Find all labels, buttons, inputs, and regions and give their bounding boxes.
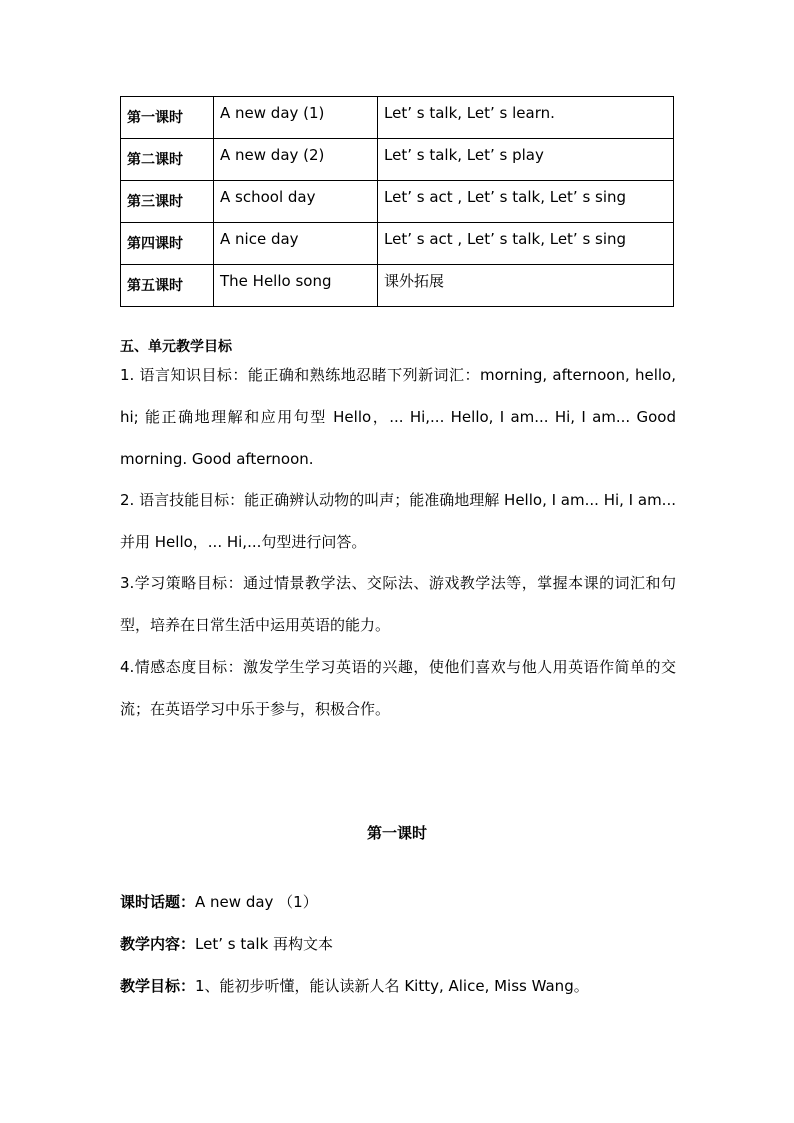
table-row [121,181,674,223]
table-row [121,139,674,181]
lesson-content-value: Let’ s talk 再构文本 [195,935,334,953]
content-cell: 课外拓展 [378,265,674,307]
topic-cell: The Hello song [214,265,378,307]
table-row [121,97,674,139]
period-cell: 第四课时 [121,223,214,265]
table-row [121,223,674,265]
lesson-topic-row [120,890,676,914]
goal-paragraph-language-skills: 2. 语言技能目标：能正确辨认动物的叫声；能准确地理解 Hello, I am... Hi, I am...并用 Hello，... Hi,...句型进行问答。 [120,491,676,551]
lesson-topic-value: A new day （1） [195,893,318,911]
topic-cell: A new day (2) [214,139,378,181]
content-cell: Let’ s act , Let’ s talk, Let’ s sing [378,223,674,265]
lesson-content-label: 教学内容： [120,935,196,953]
period-cell: 第五课时 [121,265,214,307]
period-cell: 第二课时 [121,139,214,181]
content-cell: Let’ s act , Let’ s talk, Let’ s sing [378,181,674,223]
period-cell: 第三课时 [121,181,214,223]
lesson-goals-row [120,974,676,998]
lesson-topic-label: 课时话题： [120,893,196,911]
goal-paragraph-language-knowledge: 1. 语言知识目标：能正确和熟练地忍睹下列新词汇：morning, afternoon, hello, hi; 能正确地理解和应用句型 Hello，... Hi,... Hello, I am... Hi, I am... Good morning. Good afternoon. [120,366,676,468]
goal-paragraph-learning-strategy: 3.学习策略目标：通过情景教学法、交际法、游戏教学法等，掌握本课的词汇和句型，培养在日常生活中运用英语的能力。 [120,574,676,634]
topic-cell: A school day [214,181,378,223]
section-heading: 五、单元教学目标 [120,339,232,355]
lesson-content-row [120,932,676,956]
content-cell: Let’ s talk, Let’ s play [378,139,674,181]
lesson-title: 第一课时 [366,824,427,842]
lesson-goals-value: 1、能初步听懂，能认读新人名 Kitty, Alice, Miss Wang。 [195,977,589,995]
topic-cell: A new day (1) [214,97,378,139]
period-cell: 第一课时 [121,97,214,139]
content-cell: Let’ s talk, Let’ s learn. [378,97,674,139]
lesson-schedule-table [120,96,674,307]
lesson-goals-label: 教学目标： [120,977,196,995]
goal-paragraph-attitude: 4.情感态度目标：激发学生学习英语的兴趣，使他们喜欢与他人用英语作简单的交流；在英语学习中乐于参与，积极合作。 [120,658,676,718]
topic-cell: A nice day [214,223,378,265]
table-row [121,265,674,307]
